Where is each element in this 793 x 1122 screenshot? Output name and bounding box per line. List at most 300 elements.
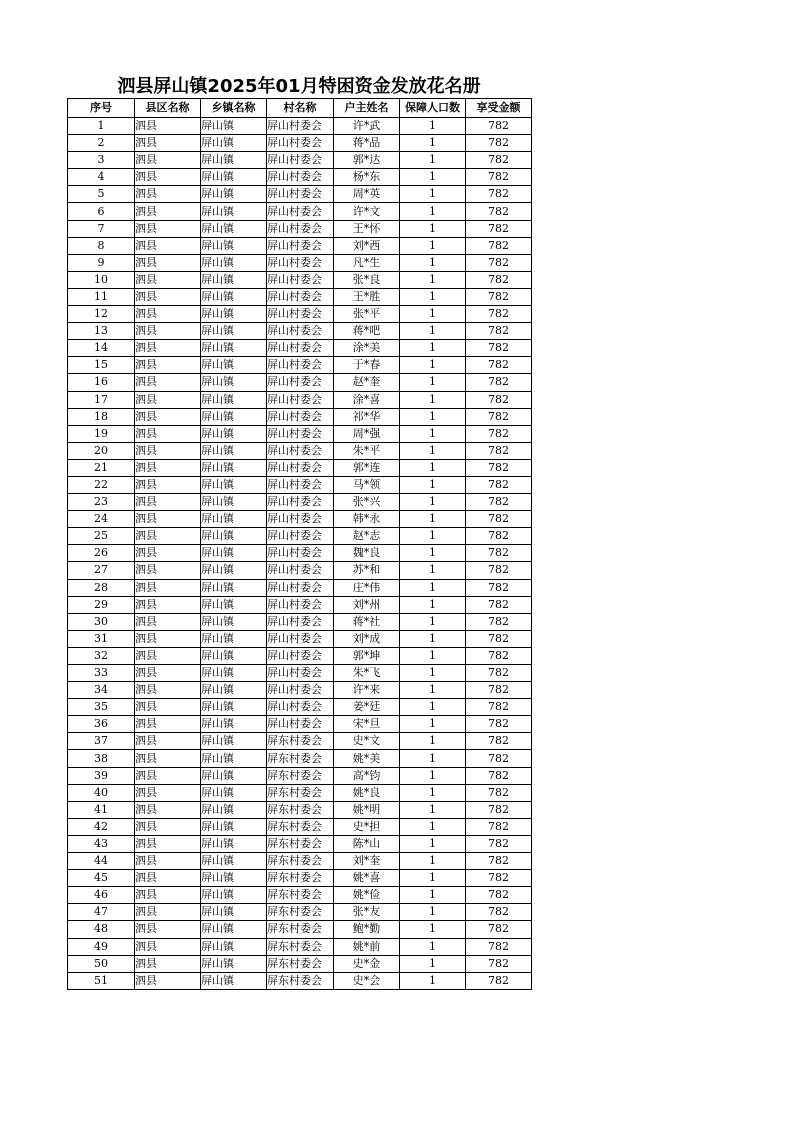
cell-town: 屏山镇 bbox=[201, 408, 267, 425]
cell-population: 1 bbox=[400, 254, 466, 271]
cell-amount: 782 bbox=[466, 596, 532, 613]
table-row bbox=[68, 699, 532, 716]
cell-village: 屏山村委会 bbox=[267, 118, 334, 135]
cell-amount: 782 bbox=[466, 699, 532, 716]
cell-village: 屏山村委会 bbox=[267, 271, 334, 288]
cell-householder: 朱*飞 bbox=[334, 665, 400, 682]
cell-town: 屏山镇 bbox=[201, 340, 267, 357]
cell-index: 27 bbox=[68, 562, 135, 579]
cell-population: 1 bbox=[400, 818, 466, 835]
cell-amount: 782 bbox=[466, 511, 532, 528]
page-title: 泗县屏山镇2025年01月特困资金发放花名册 bbox=[117, 76, 481, 97]
cell-village: 屏山村委会 bbox=[267, 459, 334, 476]
cell-index: 46 bbox=[68, 887, 135, 904]
cell-town: 屏山镇 bbox=[201, 459, 267, 476]
cell-county: 泗县 bbox=[135, 169, 201, 186]
table-row bbox=[68, 630, 532, 647]
cell-population: 1 bbox=[400, 340, 466, 357]
cell-town: 屏山镇 bbox=[201, 220, 267, 237]
cell-population: 1 bbox=[400, 545, 466, 562]
cell-town: 屏山镇 bbox=[201, 237, 267, 254]
cell-village: 屏山村委会 bbox=[267, 596, 334, 613]
cell-index: 44 bbox=[68, 853, 135, 870]
cell-county: 泗县 bbox=[135, 152, 201, 169]
cell-population: 1 bbox=[400, 682, 466, 699]
cell-population: 1 bbox=[400, 408, 466, 425]
cell-amount: 782 bbox=[466, 630, 532, 647]
column-header-town: 乡镇名称 bbox=[201, 99, 267, 118]
cell-village: 屏东村委会 bbox=[267, 801, 334, 818]
cell-village: 屏山村委会 bbox=[267, 306, 334, 323]
cell-county: 泗县 bbox=[135, 374, 201, 391]
cell-county: 泗县 bbox=[135, 938, 201, 955]
cell-index: 20 bbox=[68, 442, 135, 459]
cell-amount: 782 bbox=[466, 494, 532, 511]
table-row bbox=[68, 887, 532, 904]
cell-town: 屏山镇 bbox=[201, 306, 267, 323]
cell-index: 42 bbox=[68, 818, 135, 835]
cell-town: 屏山镇 bbox=[201, 254, 267, 271]
table-row bbox=[68, 665, 532, 682]
table-row bbox=[68, 647, 532, 664]
table-row bbox=[68, 442, 532, 459]
cell-amount: 782 bbox=[466, 750, 532, 767]
cell-town: 屏山镇 bbox=[201, 391, 267, 408]
cell-householder: 郭*达 bbox=[334, 152, 400, 169]
cell-county: 泗县 bbox=[135, 135, 201, 152]
cell-householder: 宋*旦 bbox=[334, 716, 400, 733]
cell-householder: 马*领 bbox=[334, 476, 400, 493]
cell-amount: 782 bbox=[466, 801, 532, 818]
cell-town: 屏山镇 bbox=[201, 835, 267, 852]
cell-index: 14 bbox=[68, 340, 135, 357]
table-row bbox=[68, 271, 532, 288]
cell-village: 屏山村委会 bbox=[267, 135, 334, 152]
cell-amount: 782 bbox=[466, 476, 532, 493]
table-row bbox=[68, 511, 532, 528]
column-header-county: 县区名称 bbox=[135, 99, 201, 118]
cell-population: 1 bbox=[400, 425, 466, 442]
cell-population: 1 bbox=[400, 733, 466, 750]
cell-town: 屏山镇 bbox=[201, 442, 267, 459]
cell-population: 1 bbox=[400, 613, 466, 630]
cell-county: 泗县 bbox=[135, 921, 201, 938]
cell-village: 屏山村委会 bbox=[267, 288, 334, 305]
cell-amount: 782 bbox=[466, 887, 532, 904]
cell-village: 屏东村委会 bbox=[267, 784, 334, 801]
cell-town: 屏山镇 bbox=[201, 374, 267, 391]
cell-population: 1 bbox=[400, 784, 466, 801]
cell-index: 11 bbox=[68, 288, 135, 305]
cell-town: 屏山镇 bbox=[201, 596, 267, 613]
roster-table bbox=[67, 98, 532, 990]
cell-amount: 782 bbox=[466, 391, 532, 408]
cell-population: 1 bbox=[400, 870, 466, 887]
cell-index: 2 bbox=[68, 135, 135, 152]
cell-county: 泗县 bbox=[135, 972, 201, 989]
cell-town: 屏山镇 bbox=[201, 750, 267, 767]
cell-householder: 许*武 bbox=[334, 118, 400, 135]
cell-householder: 王*胜 bbox=[334, 288, 400, 305]
cell-amount: 782 bbox=[466, 220, 532, 237]
cell-village: 屏东村委会 bbox=[267, 835, 334, 852]
cell-population: 1 bbox=[400, 801, 466, 818]
cell-population: 1 bbox=[400, 203, 466, 220]
cell-index: 37 bbox=[68, 733, 135, 750]
cell-population: 1 bbox=[400, 887, 466, 904]
cell-town: 屏山镇 bbox=[201, 904, 267, 921]
table-row bbox=[68, 425, 532, 442]
cell-county: 泗县 bbox=[135, 562, 201, 579]
cell-village: 屏东村委会 bbox=[267, 750, 334, 767]
cell-amount: 782 bbox=[466, 870, 532, 887]
table-row bbox=[68, 169, 532, 186]
cell-householder: 朱*平 bbox=[334, 442, 400, 459]
column-header-amount: 享受金额 bbox=[466, 99, 532, 118]
cell-village: 屏山村委会 bbox=[267, 169, 334, 186]
table-row bbox=[68, 494, 532, 511]
cell-town: 屏山镇 bbox=[201, 972, 267, 989]
cell-amount: 782 bbox=[466, 186, 532, 203]
cell-householder: 涂*美 bbox=[334, 340, 400, 357]
cell-index: 34 bbox=[68, 682, 135, 699]
cell-village: 屏东村委会 bbox=[267, 921, 334, 938]
cell-householder: 刘*州 bbox=[334, 596, 400, 613]
cell-householder: 蒋*社 bbox=[334, 613, 400, 630]
table-row bbox=[68, 459, 532, 476]
table-row bbox=[68, 288, 532, 305]
cell-town: 屏山镇 bbox=[201, 716, 267, 733]
table-row bbox=[68, 545, 532, 562]
column-header-village: 村名称 bbox=[267, 99, 334, 118]
table-row bbox=[68, 220, 532, 237]
cell-householder: 祁*华 bbox=[334, 408, 400, 425]
cell-amount: 782 bbox=[466, 374, 532, 391]
table-row bbox=[68, 391, 532, 408]
cell-county: 泗县 bbox=[135, 391, 201, 408]
cell-population: 1 bbox=[400, 476, 466, 493]
table-row bbox=[68, 306, 532, 323]
column-header-population: 保障人口数 bbox=[400, 99, 466, 118]
table-row bbox=[68, 801, 532, 818]
cell-village: 屏东村委会 bbox=[267, 904, 334, 921]
cell-county: 泗县 bbox=[135, 870, 201, 887]
cell-householder: 王*怀 bbox=[334, 220, 400, 237]
cell-index: 16 bbox=[68, 374, 135, 391]
cell-population: 1 bbox=[400, 169, 466, 186]
cell-village: 屏山村委会 bbox=[267, 579, 334, 596]
cell-index: 26 bbox=[68, 545, 135, 562]
cell-population: 1 bbox=[400, 271, 466, 288]
cell-index: 7 bbox=[68, 220, 135, 237]
cell-householder: 高*钧 bbox=[334, 767, 400, 784]
cell-population: 1 bbox=[400, 374, 466, 391]
cell-county: 泗县 bbox=[135, 323, 201, 340]
table-row bbox=[68, 870, 532, 887]
table-row bbox=[68, 682, 532, 699]
cell-householder: 史*担 bbox=[334, 818, 400, 835]
table-row bbox=[68, 853, 532, 870]
cell-village: 屏山村委会 bbox=[267, 511, 334, 528]
cell-householder: 赵*志 bbox=[334, 528, 400, 545]
cell-village: 屏山村委会 bbox=[267, 682, 334, 699]
cell-index: 48 bbox=[68, 921, 135, 938]
cell-householder: 张*兴 bbox=[334, 494, 400, 511]
cell-householder: 姚*明 bbox=[334, 801, 400, 818]
cell-index: 39 bbox=[68, 767, 135, 784]
cell-village: 屏山村委会 bbox=[267, 716, 334, 733]
cell-amount: 782 bbox=[466, 306, 532, 323]
cell-town: 屏山镇 bbox=[201, 630, 267, 647]
cell-population: 1 bbox=[400, 528, 466, 545]
cell-householder: 史*会 bbox=[334, 972, 400, 989]
cell-index: 40 bbox=[68, 784, 135, 801]
cell-county: 泗县 bbox=[135, 511, 201, 528]
table-row bbox=[68, 596, 532, 613]
cell-village: 屏山村委会 bbox=[267, 630, 334, 647]
cell-amount: 782 bbox=[466, 904, 532, 921]
cell-index: 18 bbox=[68, 408, 135, 425]
cell-amount: 782 bbox=[466, 784, 532, 801]
cell-village: 屏山村委会 bbox=[267, 562, 334, 579]
cell-village: 屏东村委会 bbox=[267, 767, 334, 784]
cell-village: 屏山村委会 bbox=[267, 408, 334, 425]
cell-county: 泗县 bbox=[135, 904, 201, 921]
cell-householder: 郭*连 bbox=[334, 459, 400, 476]
cell-index: 17 bbox=[68, 391, 135, 408]
cell-amount: 782 bbox=[466, 357, 532, 374]
cell-population: 1 bbox=[400, 699, 466, 716]
cell-amount: 782 bbox=[466, 203, 532, 220]
cell-village: 屏山村委会 bbox=[267, 442, 334, 459]
cell-index: 4 bbox=[68, 169, 135, 186]
cell-householder: 魏*良 bbox=[334, 545, 400, 562]
cell-county: 泗县 bbox=[135, 801, 201, 818]
cell-amount: 782 bbox=[466, 254, 532, 271]
cell-village: 屏山村委会 bbox=[267, 340, 334, 357]
cell-village: 屏东村委会 bbox=[267, 955, 334, 972]
cell-town: 屏山镇 bbox=[201, 135, 267, 152]
cell-town: 屏山镇 bbox=[201, 853, 267, 870]
cell-population: 1 bbox=[400, 665, 466, 682]
cell-population: 1 bbox=[400, 955, 466, 972]
cell-county: 泗县 bbox=[135, 835, 201, 852]
cell-amount: 782 bbox=[466, 579, 532, 596]
cell-town: 屏山镇 bbox=[201, 169, 267, 186]
cell-amount: 782 bbox=[466, 562, 532, 579]
cell-householder: 刘*成 bbox=[334, 630, 400, 647]
cell-population: 1 bbox=[400, 647, 466, 664]
cell-town: 屏山镇 bbox=[201, 870, 267, 887]
cell-index: 41 bbox=[68, 801, 135, 818]
cell-index: 30 bbox=[68, 613, 135, 630]
cell-town: 屏山镇 bbox=[201, 511, 267, 528]
cell-village: 屏山村委会 bbox=[267, 220, 334, 237]
cell-amount: 782 bbox=[466, 118, 532, 135]
cell-village: 屏山村委会 bbox=[267, 665, 334, 682]
cell-population: 1 bbox=[400, 357, 466, 374]
cell-householder: 凡*生 bbox=[334, 254, 400, 271]
cell-village: 屏山村委会 bbox=[267, 545, 334, 562]
cell-amount: 782 bbox=[466, 288, 532, 305]
cell-householder: 苏*和 bbox=[334, 562, 400, 579]
header-row bbox=[68, 99, 532, 118]
cell-county: 泗县 bbox=[135, 596, 201, 613]
cell-county: 泗县 bbox=[135, 784, 201, 801]
table-row bbox=[68, 374, 532, 391]
cell-amount: 782 bbox=[466, 665, 532, 682]
table-row bbox=[68, 904, 532, 921]
table-body bbox=[68, 118, 532, 990]
cell-householder: 韩*永 bbox=[334, 511, 400, 528]
cell-householder: 张*良 bbox=[334, 271, 400, 288]
cell-index: 6 bbox=[68, 203, 135, 220]
cell-population: 1 bbox=[400, 579, 466, 596]
cell-county: 泗县 bbox=[135, 186, 201, 203]
cell-county: 泗县 bbox=[135, 425, 201, 442]
cell-town: 屏山镇 bbox=[201, 545, 267, 562]
cell-householder: 涂*喜 bbox=[334, 391, 400, 408]
cell-index: 15 bbox=[68, 357, 135, 374]
cell-county: 泗县 bbox=[135, 545, 201, 562]
cell-amount: 782 bbox=[466, 955, 532, 972]
cell-county: 泗县 bbox=[135, 340, 201, 357]
cell-index: 38 bbox=[68, 750, 135, 767]
cell-householder: 许*来 bbox=[334, 682, 400, 699]
cell-amount: 782 bbox=[466, 545, 532, 562]
cell-population: 1 bbox=[400, 459, 466, 476]
cell-county: 泗县 bbox=[135, 665, 201, 682]
table-row bbox=[68, 767, 532, 784]
table-row bbox=[68, 750, 532, 767]
cell-village: 屏山村委会 bbox=[267, 186, 334, 203]
table-row bbox=[68, 340, 532, 357]
cell-index: 36 bbox=[68, 716, 135, 733]
cell-village: 屏山村委会 bbox=[267, 425, 334, 442]
cell-county: 泗县 bbox=[135, 613, 201, 630]
cell-population: 1 bbox=[400, 630, 466, 647]
table-row bbox=[68, 955, 532, 972]
table-row bbox=[68, 357, 532, 374]
cell-amount: 782 bbox=[466, 921, 532, 938]
cell-population: 1 bbox=[400, 750, 466, 767]
cell-amount: 782 bbox=[466, 528, 532, 545]
cell-county: 泗县 bbox=[135, 476, 201, 493]
cell-county: 泗县 bbox=[135, 220, 201, 237]
cell-amount: 782 bbox=[466, 647, 532, 664]
table-row bbox=[68, 408, 532, 425]
cell-county: 泗县 bbox=[135, 459, 201, 476]
cell-village: 屏山村委会 bbox=[267, 647, 334, 664]
cell-index: 47 bbox=[68, 904, 135, 921]
cell-population: 1 bbox=[400, 835, 466, 852]
cell-population: 1 bbox=[400, 186, 466, 203]
cell-population: 1 bbox=[400, 306, 466, 323]
cell-county: 泗县 bbox=[135, 630, 201, 647]
cell-householder: 姚*前 bbox=[334, 938, 400, 955]
table-row bbox=[68, 152, 532, 169]
cell-town: 屏山镇 bbox=[201, 818, 267, 835]
cell-village: 屏山村委会 bbox=[267, 357, 334, 374]
cell-householder: 陈*山 bbox=[334, 835, 400, 852]
cell-town: 屏山镇 bbox=[201, 887, 267, 904]
cell-village: 屏山村委会 bbox=[267, 391, 334, 408]
cell-index: 21 bbox=[68, 459, 135, 476]
cell-county: 泗县 bbox=[135, 647, 201, 664]
cell-amount: 782 bbox=[466, 972, 532, 989]
cell-town: 屏山镇 bbox=[201, 801, 267, 818]
cell-town: 屏山镇 bbox=[201, 562, 267, 579]
cell-county: 泗县 bbox=[135, 288, 201, 305]
table-row bbox=[68, 938, 532, 955]
cell-town: 屏山镇 bbox=[201, 323, 267, 340]
cell-householder: 史*金 bbox=[334, 955, 400, 972]
cell-amount: 782 bbox=[466, 716, 532, 733]
cell-population: 1 bbox=[400, 904, 466, 921]
table-row bbox=[68, 921, 532, 938]
cell-householder: 蒋*吧 bbox=[334, 323, 400, 340]
cell-county: 泗县 bbox=[135, 442, 201, 459]
cell-index: 51 bbox=[68, 972, 135, 989]
cell-village: 屏山村委会 bbox=[267, 699, 334, 716]
cell-village: 屏东村委会 bbox=[267, 972, 334, 989]
cell-town: 屏山镇 bbox=[201, 733, 267, 750]
cell-town: 屏山镇 bbox=[201, 682, 267, 699]
cell-village: 屏山村委会 bbox=[267, 323, 334, 340]
cell-county: 泗县 bbox=[135, 203, 201, 220]
cell-index: 49 bbox=[68, 938, 135, 955]
cell-village: 屏山村委会 bbox=[267, 374, 334, 391]
cell-village: 屏东村委会 bbox=[267, 818, 334, 835]
cell-village: 屏山村委会 bbox=[267, 203, 334, 220]
cell-village: 屏东村委会 bbox=[267, 733, 334, 750]
cell-county: 泗县 bbox=[135, 733, 201, 750]
cell-village: 屏山村委会 bbox=[267, 476, 334, 493]
cell-householder: 蒋*品 bbox=[334, 135, 400, 152]
cell-index: 1 bbox=[68, 118, 135, 135]
cell-county: 泗县 bbox=[135, 357, 201, 374]
cell-county: 泗县 bbox=[135, 528, 201, 545]
cell-town: 屏山镇 bbox=[201, 613, 267, 630]
cell-population: 1 bbox=[400, 853, 466, 870]
cell-amount: 782 bbox=[466, 271, 532, 288]
cell-village: 屏东村委会 bbox=[267, 870, 334, 887]
cell-index: 22 bbox=[68, 476, 135, 493]
cell-index: 45 bbox=[68, 870, 135, 887]
cell-town: 屏山镇 bbox=[201, 288, 267, 305]
cell-town: 屏山镇 bbox=[201, 647, 267, 664]
cell-population: 1 bbox=[400, 323, 466, 340]
cell-county: 泗县 bbox=[135, 716, 201, 733]
table-row bbox=[68, 716, 532, 733]
cell-county: 泗县 bbox=[135, 118, 201, 135]
cell-population: 1 bbox=[400, 391, 466, 408]
table-row bbox=[68, 186, 532, 203]
cell-village: 屏东村委会 bbox=[267, 853, 334, 870]
cell-householder: 史*文 bbox=[334, 733, 400, 750]
cell-householder: 姚*良 bbox=[334, 784, 400, 801]
cell-index: 3 bbox=[68, 152, 135, 169]
cell-county: 泗县 bbox=[135, 767, 201, 784]
cell-index: 13 bbox=[68, 323, 135, 340]
column-header-index: 序号 bbox=[68, 99, 135, 118]
table-row bbox=[68, 528, 532, 545]
cell-population: 1 bbox=[400, 767, 466, 784]
cell-householder: 庄*伟 bbox=[334, 579, 400, 596]
cell-town: 屏山镇 bbox=[201, 203, 267, 220]
cell-village: 屏山村委会 bbox=[267, 494, 334, 511]
table-row bbox=[68, 254, 532, 271]
